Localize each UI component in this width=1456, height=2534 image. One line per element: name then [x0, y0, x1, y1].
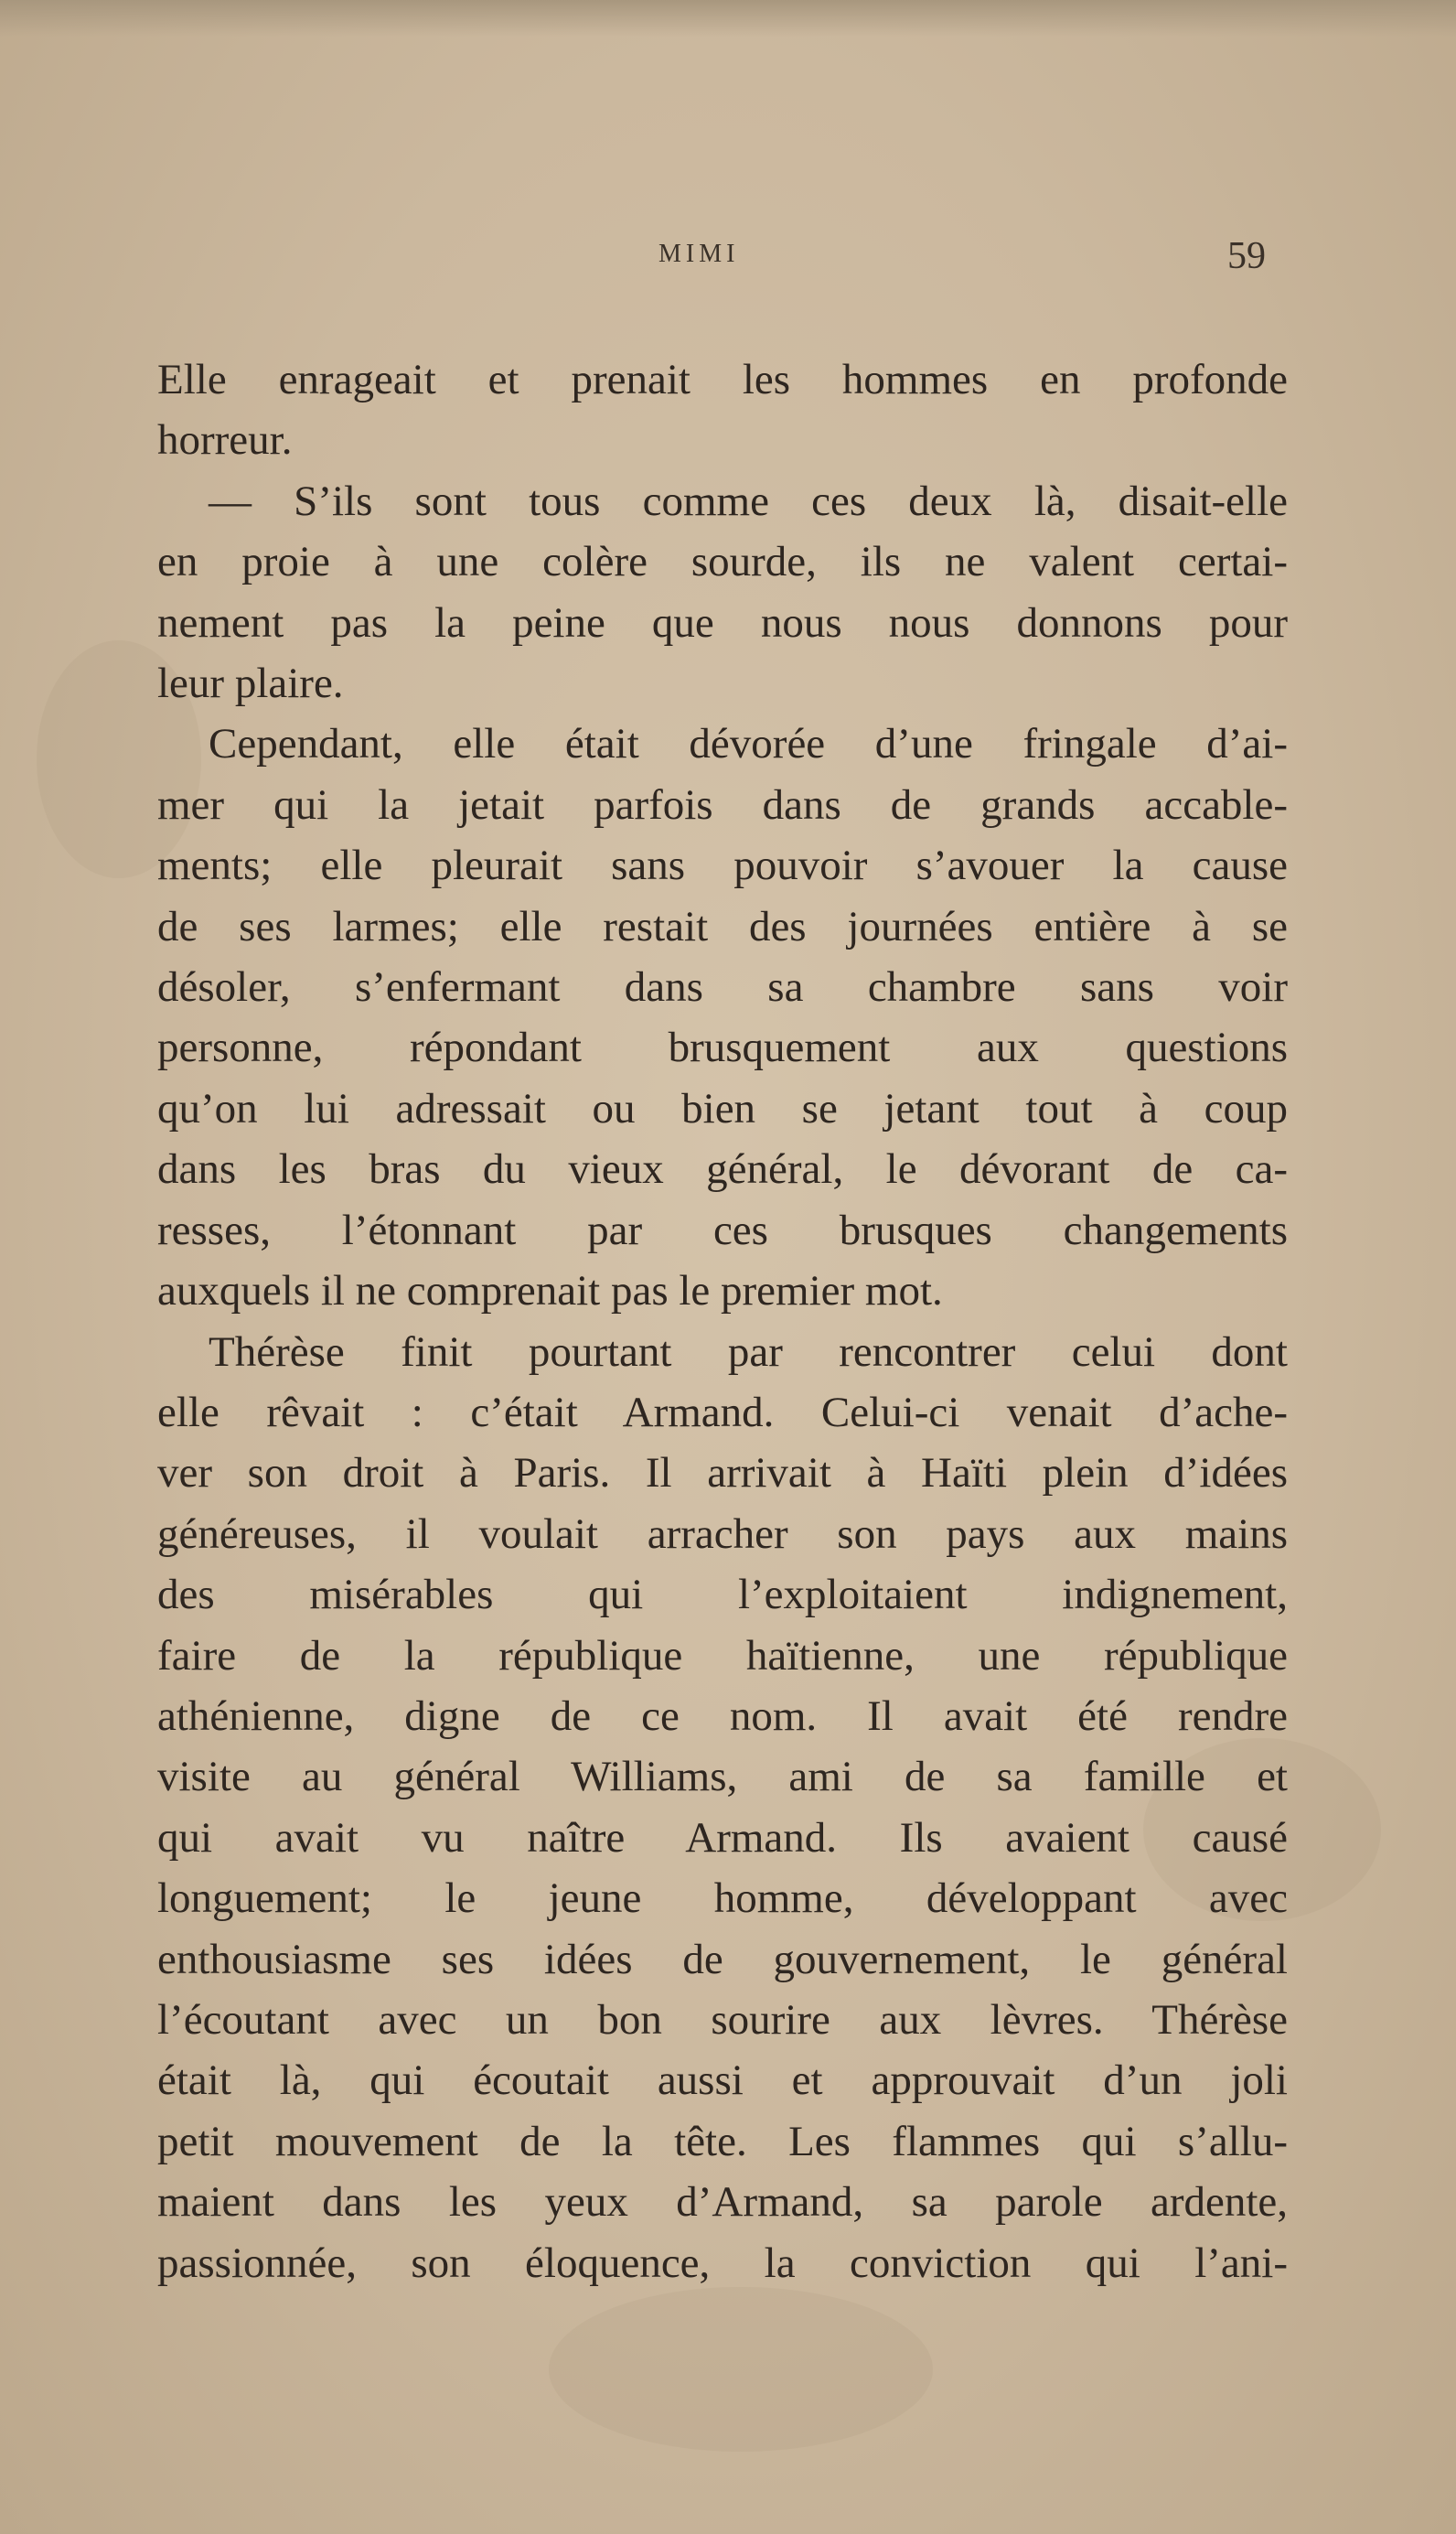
text-line: était là, qui écoutait aussi et approuvait d’un joli [157, 2056, 1288, 2105]
text-line: faire de la république haïtienne, une république [157, 1631, 1288, 1680]
text-line: Elle enrageait et prenait les hommes en profonde [157, 356, 1288, 403]
text-line: petit mouvement de la tête. Les flammes qui s’allu- [157, 2117, 1288, 2165]
text-line: Cependant, elle était dévorée d’une fringale d’ai- [209, 720, 1288, 768]
text-line: ments; elle pleurait sans pouvoir s’avouer la cause [157, 842, 1288, 890]
text-line: horreur. [157, 416, 293, 465]
text-line: dans les bras du vieux général, le dévorant de ca- [157, 1145, 1288, 1194]
paper-stain [549, 2287, 933, 2452]
running-title: MIMI [658, 240, 740, 268]
text-line: de ses larmes; elle restait des journées entière à se [157, 902, 1288, 950]
text-line: mer qui la jetait parfois dans de grands accable- [157, 780, 1288, 829]
text-line: qu’on lui adressait ou bien se jetant tout à coup [157, 1084, 1288, 1133]
text-line: Thérèse finit pourtant par rencontrer celui dont [209, 1327, 1288, 1376]
text-line: ver son droit à Paris. Il arrivait à Haïti plein d’idées [157, 1449, 1288, 1498]
text-line: l’écoutant avec un bon sourire aux lèvres. Thérèse [157, 1995, 1288, 2044]
text-line: qui avait vu naître Armand. Ils avaient causé [157, 1813, 1288, 1862]
text-line: passionnée, son éloquence, la conviction qui l’ani- [157, 2239, 1288, 2287]
text-line: — S’ils sont tous comme ces deux là, disait-elle [209, 477, 1288, 525]
page-top-edge [0, 0, 1456, 37]
text-line: maient dans les yeux d’Armand, sa parole ardente, [157, 2178, 1288, 2227]
text-line: auxquels il ne comprenait pas le premier mot. [157, 1267, 943, 1315]
text-line: désoler, s’enfermant dans sa chambre sans voir [157, 963, 1288, 1012]
text-line: elle rêvait : c’était Armand. Celui-ci venait d’ache- [157, 1388, 1288, 1436]
text-line: enthousiasme ses idées de gouvernement, le général [157, 1935, 1288, 1983]
text-line: visite au général Williams, ami de sa famille et [157, 1753, 1288, 1801]
text-line: généreuses, il voulait arracher son pays aux mains [157, 1509, 1288, 1558]
text-line: personne, répondant brusquement aux questions [157, 1024, 1288, 1072]
text-line: longuement; le jeune homme, développant avec [157, 1874, 1288, 1923]
text-line: athénienne, digne de ce nom. Il avait été rendre [157, 1691, 1288, 1740]
text-line: leur plaire. [157, 660, 344, 708]
body-text [157, 349, 1288, 2293]
text-line: nement pas la peine que nous nous donnons pour [157, 598, 1288, 647]
text-line: en proie à une colère sourde, ils ne valent certai- [157, 538, 1288, 586]
text-line: resses, l’étonnant par ces brusques changements [157, 1206, 1288, 1254]
text-line: des misérables qui l’exploitaient indignement, [157, 1571, 1288, 1619]
page-number: 59 [1227, 235, 1266, 277]
page-header [0, 235, 1456, 277]
